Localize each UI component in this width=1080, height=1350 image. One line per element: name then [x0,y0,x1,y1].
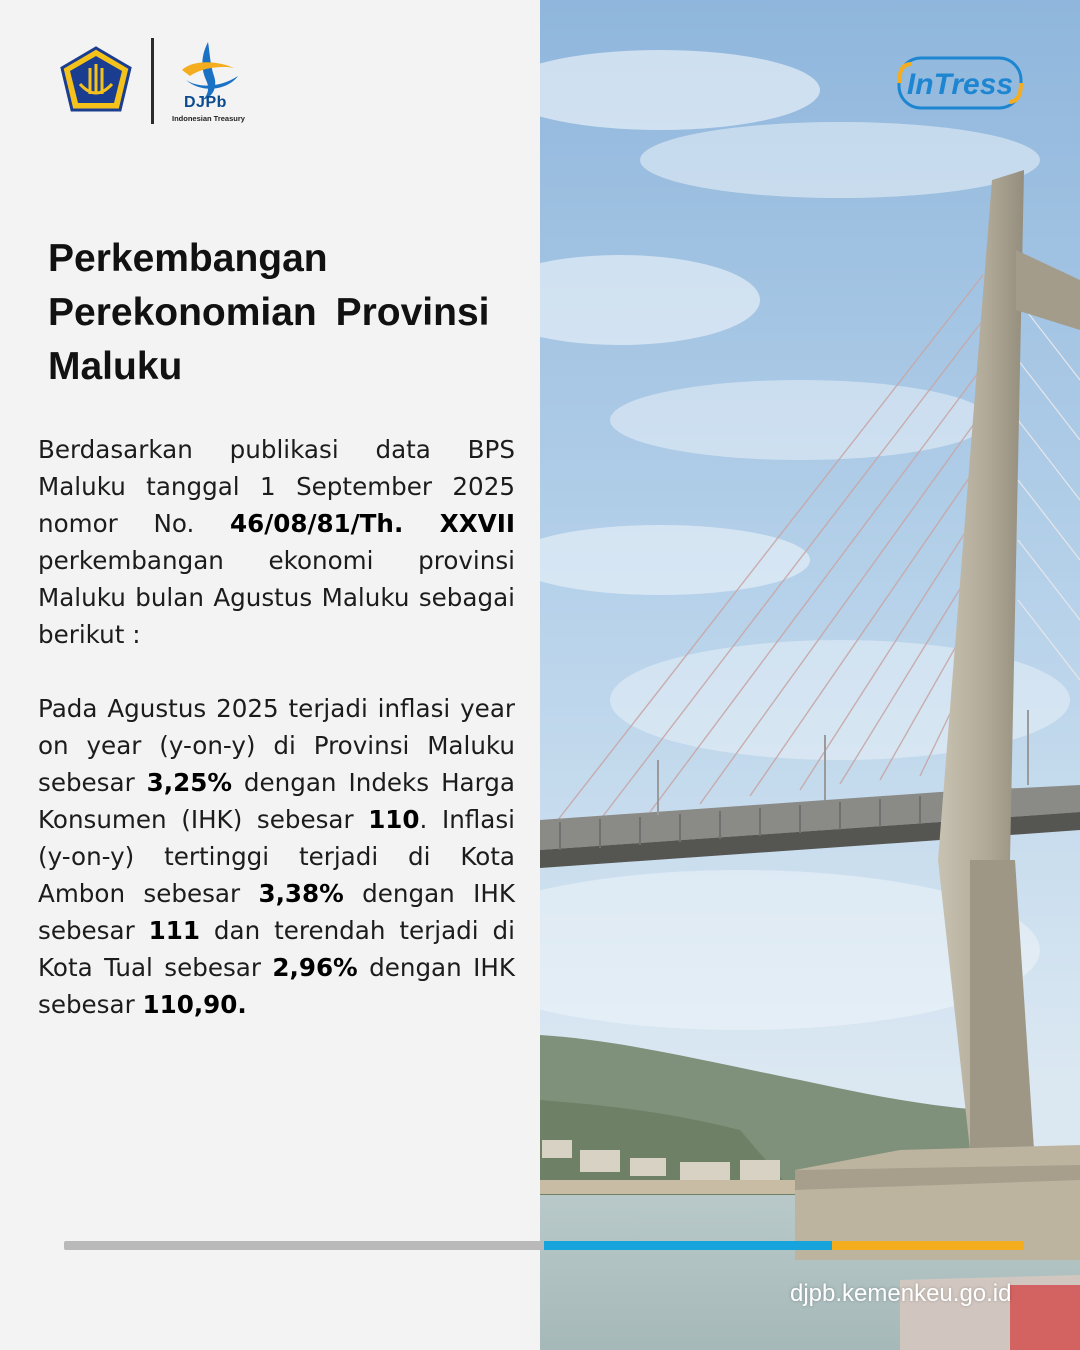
inflation-text: dengan IHK sebesar [38,879,515,945]
publication-number: 46/08/81/Th. XXVII [230,509,516,538]
website-url: djpb.kemenkeu.go.id [790,1280,1012,1307]
title-line: Perkembangan [48,237,328,280]
inflation-text: dengan IHK sebesar [38,953,516,1019]
djpb-subtitle: Indonesian Treasury [172,114,245,123]
ihk-tual-value: 110,90. [142,990,247,1019]
inflation-text: dan terendah terjadi di Kota Tual sebesar [38,916,515,982]
footer-bar-blue [544,1241,832,1250]
svg-text:InTress: InTress [906,68,1014,101]
footer-bar-orange [832,1241,1024,1250]
inflation-maluku-value: 3,25% [146,768,232,797]
ihk-ambon-value: 111 [148,916,200,945]
inflation-ambon-value: 3,38% [258,879,344,908]
inflation-text: . Inflasi (y-on-y) tertinggi terjadi di Kota Ambon sebesar [38,805,516,908]
inflation-paragraph [38,690,515,1023]
intress-logo-icon [895,54,1025,112]
intro-paragraph [38,431,515,653]
title-line: Maluku [48,345,183,388]
footer-bar-gray [64,1241,548,1250]
title-line: Perekonomian Provinsi [48,291,490,334]
page-title [48,232,518,394]
bridge-photo [540,0,1080,1350]
intro-text: perkembangan ekonomi provinsi Maluku bulan Agustus Maluku sebagai berikut : [38,546,515,649]
logo-divider [151,38,154,124]
inflation-text: Pada Agustus 2025 terjadi inflasi year on year (y-on-y) di Provinsi Maluku sebesar [38,694,515,797]
inflation-tual-value: 2,96% [272,953,358,982]
ihk-maluku-value: 110 [368,805,420,834]
djpb-wordmark: DJPb [184,94,227,111]
inflation-text: dengan Indeks Harga Konsumen (IHK) sebesar [38,768,515,834]
kemenkeu-emblem-icon [60,46,132,114]
intro-text: Berdasarkan publikasi data BPS Maluku tanggal 1 September 2025 nomor No. [38,435,515,538]
